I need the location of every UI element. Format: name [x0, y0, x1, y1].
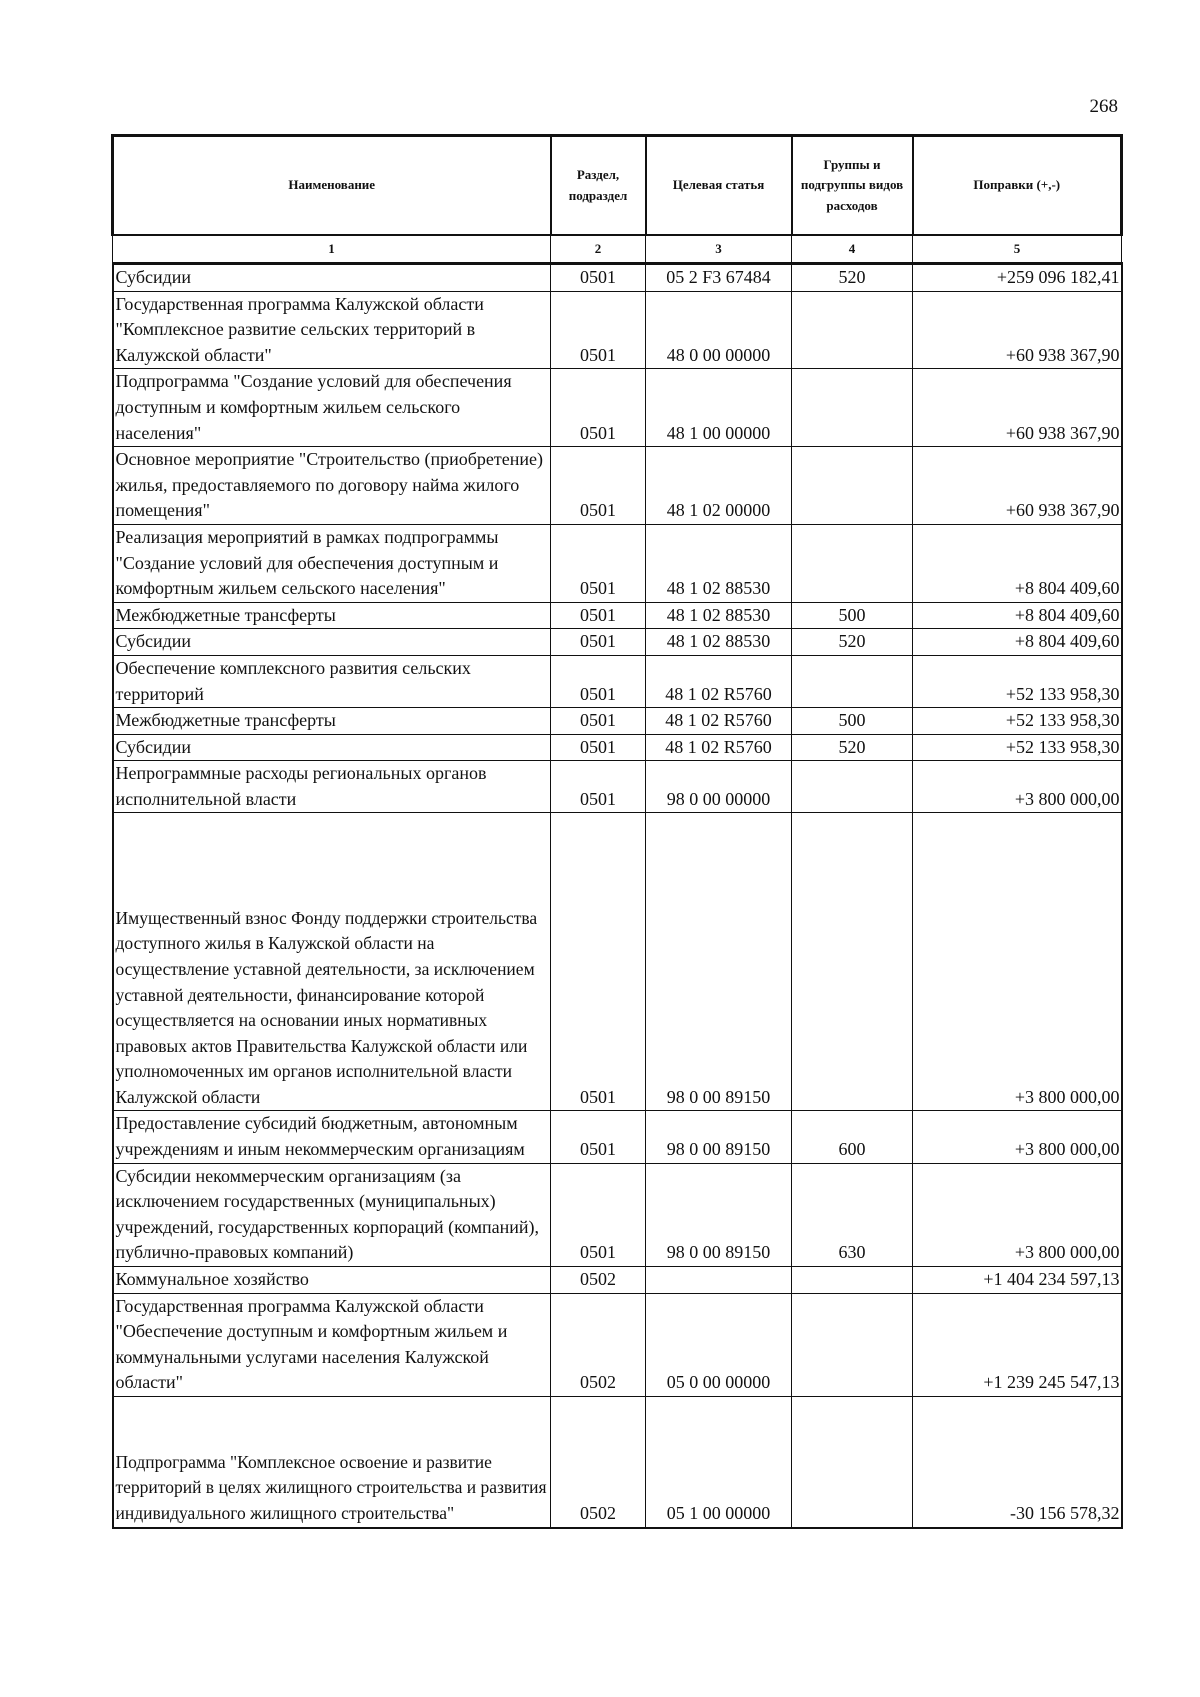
- table-row: [113, 629, 1122, 656]
- row-name: Субсидии: [113, 734, 551, 761]
- row-amount: +3 800 000,00: [913, 1163, 1122, 1266]
- row-name: Подпрограмма "Комплексное освоение и развитие территорий в целях жилищного строительства и развития индивидуального жилищного строительства": [113, 1397, 551, 1528]
- row-section: 0501: [551, 369, 646, 447]
- header-target: Целевая статья: [646, 136, 792, 236]
- row-name: Государственная программа Калужской области "Обеспечение доступным и комфортным жильем и коммунальными услугами населения Калужской области": [113, 1293, 551, 1396]
- row-amount: +60 938 367,90: [913, 369, 1122, 447]
- row-name: Межбюджетные трансферты: [113, 708, 551, 735]
- row-group: [792, 1267, 913, 1294]
- row-amount: +60 938 367,90: [913, 291, 1122, 369]
- table-row: [113, 1267, 1122, 1294]
- row-section: 0501: [551, 602, 646, 629]
- row-amount: +1 404 234 597,13: [913, 1267, 1122, 1294]
- row-name: Субсидии: [113, 629, 551, 656]
- row-group: [792, 1397, 913, 1528]
- row-name: Имущественный взнос Фонду поддержки строительства доступного жилья в Калужской области на осуществление уставной деятельности, за исключением уставной деятельности, финансирование которой осуществляется на основании иных нормативных правовых актов Правительства Калужской области или уполномоченных им органов исполнительной власти Калужской области: [113, 813, 551, 1111]
- row-group: [792, 524, 913, 602]
- row-name: Межбюджетные трансферты: [113, 602, 551, 629]
- row-group: [792, 655, 913, 707]
- row-amount: -30 156 578,32: [913, 1397, 1122, 1528]
- row-section: 0502: [551, 1293, 646, 1396]
- row-group: 500: [792, 602, 913, 629]
- row-group: 520: [792, 629, 913, 656]
- table-row: [113, 369, 1122, 447]
- row-section: 0502: [551, 1267, 646, 1294]
- header-section: Раздел, подраздел: [551, 136, 646, 236]
- header-row: [113, 136, 1122, 236]
- row-group: [792, 1293, 913, 1396]
- table-row: [113, 1397, 1122, 1528]
- row-target: 98 0 00 00000: [646, 761, 792, 813]
- row-name: Подпрограмма "Создание условий для обеспечения доступным и комфортным жильем сельского населения": [113, 369, 551, 447]
- table-row: [113, 1163, 1122, 1266]
- row-target: 05 1 00 00000: [646, 1397, 792, 1528]
- row-name: Субсидии: [113, 264, 551, 292]
- row-target: 48 1 02 R5760: [646, 655, 792, 707]
- table-row: [113, 291, 1122, 369]
- header-amount: Поправки (+,-): [913, 136, 1122, 236]
- row-section: 0501: [551, 264, 646, 292]
- row-target: 48 1 02 88530: [646, 629, 792, 656]
- header-groups: Группы и подгруппы видов расходов: [792, 136, 913, 236]
- row-group: [792, 761, 913, 813]
- row-name: Предоставление субсидий бюджетным, автономным учреждениям и иным некоммерческим организациям: [113, 1111, 551, 1163]
- row-section: 0502: [551, 1397, 646, 1528]
- page-number: 268: [1089, 96, 1118, 117]
- row-target: 98 0 00 89150: [646, 1163, 792, 1266]
- column-number-row: [113, 235, 1122, 264]
- row-name: Обеспечение комплексного развития сельских территорий: [113, 655, 551, 707]
- row-section: 0501: [551, 813, 646, 1111]
- row-name: Непрограммные расходы региональных органов исполнительной власти: [113, 761, 551, 813]
- table-row: [113, 524, 1122, 602]
- column-number: 3: [646, 235, 792, 264]
- table-row: [113, 1111, 1122, 1163]
- row-group: [792, 369, 913, 447]
- row-group: [792, 447, 913, 525]
- row-target: 48 1 02 R5760: [646, 734, 792, 761]
- table-row: [113, 1293, 1122, 1396]
- budget-table: [111, 134, 1123, 1529]
- table-row: [113, 447, 1122, 525]
- row-group: [792, 291, 913, 369]
- row-name: Государственная программа Калужской области "Комплексное развитие сельских территорий в Калужской области": [113, 291, 551, 369]
- row-group: 600: [792, 1111, 913, 1163]
- row-section: 0501: [551, 291, 646, 369]
- row-group: 630: [792, 1163, 913, 1266]
- row-name: Реализация мероприятий в рамках подпрограммы "Создание условий для обеспечения доступным и комфортным жильем сельского населения": [113, 524, 551, 602]
- row-group: [792, 813, 913, 1111]
- table-row: [113, 734, 1122, 761]
- row-section: 0501: [551, 629, 646, 656]
- row-section: 0501: [551, 655, 646, 707]
- row-section: 0501: [551, 708, 646, 735]
- row-section: 0501: [551, 761, 646, 813]
- row-amount: +3 800 000,00: [913, 761, 1122, 813]
- column-number: 1: [113, 235, 551, 264]
- row-section: 0501: [551, 524, 646, 602]
- row-name: Коммунальное хозяйство: [113, 1267, 551, 1294]
- row-target: 48 1 02 R5760: [646, 708, 792, 735]
- row-group: 500: [792, 708, 913, 735]
- column-number: 4: [792, 235, 913, 264]
- column-number: 2: [551, 235, 646, 264]
- table-row: [113, 761, 1122, 813]
- row-target: 48 1 02 00000: [646, 447, 792, 525]
- row-section: 0501: [551, 1111, 646, 1163]
- row-group: 520: [792, 734, 913, 761]
- row-group: 520: [792, 264, 913, 292]
- row-amount: +52 133 958,30: [913, 734, 1122, 761]
- row-target: 98 0 00 89150: [646, 1111, 792, 1163]
- row-section: 0501: [551, 447, 646, 525]
- table-row: [113, 655, 1122, 707]
- row-target: 05 0 00 00000: [646, 1293, 792, 1396]
- row-target: 05 2 F3 67484: [646, 264, 792, 292]
- table-row: [113, 602, 1122, 629]
- table-row: [113, 264, 1122, 292]
- table-row: [113, 813, 1122, 1111]
- row-amount: +1 239 245 547,13: [913, 1293, 1122, 1396]
- row-amount: +52 133 958,30: [913, 708, 1122, 735]
- row-target: 48 1 02 88530: [646, 524, 792, 602]
- row-target: 98 0 00 89150: [646, 813, 792, 1111]
- table-row: [113, 708, 1122, 735]
- row-amount: +259 096 182,41: [913, 264, 1122, 292]
- header-name: Наименование: [113, 136, 551, 236]
- row-amount: +8 804 409,60: [913, 629, 1122, 656]
- row-amount: +52 133 958,30: [913, 655, 1122, 707]
- row-section: 0501: [551, 734, 646, 761]
- row-section: 0501: [551, 1163, 646, 1266]
- row-target: 48 0 00 00000: [646, 291, 792, 369]
- column-number: 5: [913, 235, 1122, 264]
- row-target: [646, 1267, 792, 1294]
- row-amount: +8 804 409,60: [913, 524, 1122, 602]
- row-name: Субсидии некоммерческим организациям (за исключением государственных (муниципальных) учреждений, государственных корпораций (компаний), публично-правовых компаний): [113, 1163, 551, 1266]
- row-target: 48 1 00 00000: [646, 369, 792, 447]
- row-amount: +3 800 000,00: [913, 1111, 1122, 1163]
- row-amount: +60 938 367,90: [913, 447, 1122, 525]
- row-target: 48 1 02 88530: [646, 602, 792, 629]
- row-amount: +8 804 409,60: [913, 602, 1122, 629]
- row-name: Основное мероприятие "Строительство (приобретение) жилья, предоставляемого по договору найма жилого помещения": [113, 447, 551, 525]
- row-amount: +3 800 000,00: [913, 813, 1122, 1111]
